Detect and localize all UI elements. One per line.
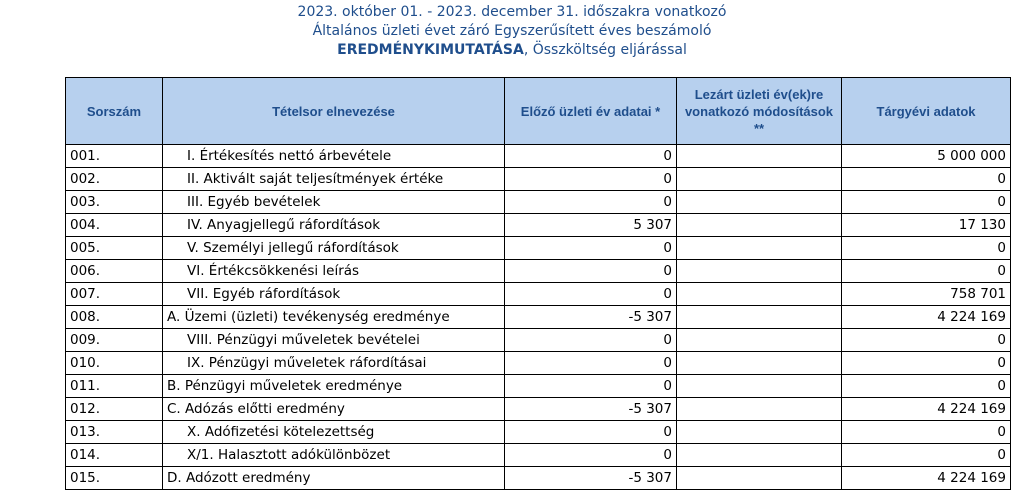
table-row [66, 329, 1011, 352]
previous-year-cell: 0 [505, 191, 677, 214]
previous-year-cell: 0 [505, 421, 677, 444]
current-year-cell: 0 [842, 237, 1011, 260]
column-header-tetelsor: Tételsor elnevezése [163, 78, 505, 145]
previous-year-cell: -5 307 [505, 306, 677, 329]
table-row [66, 260, 1011, 283]
statement-title-line [0, 41, 1024, 60]
row-name-cell: B. Pénzügyi műveletek eredménye [163, 375, 505, 398]
row-number-cell: 008. [66, 306, 163, 329]
row-name-cell: D. Adózott eredmény [163, 467, 505, 490]
current-year-cell: 17 130 [842, 214, 1011, 237]
modifications-cell [677, 375, 842, 398]
modifications-cell [677, 237, 842, 260]
modifications-cell [677, 306, 842, 329]
row-number-cell: 006. [66, 260, 163, 283]
row-number-cell: 011. [66, 375, 163, 398]
row-name-cell: IV. Anyagjellegű ráfordítások [163, 214, 505, 237]
report-heading [0, 3, 1024, 60]
modifications-cell [677, 145, 842, 168]
current-year-cell: 0 [842, 191, 1011, 214]
modifications-cell [677, 214, 842, 237]
previous-year-cell: -5 307 [505, 467, 677, 490]
table-row [66, 444, 1011, 467]
table-row [66, 283, 1011, 306]
modifications-cell [677, 191, 842, 214]
previous-year-cell: 0 [505, 168, 677, 191]
column-header-modositasok: Lezárt üzleti év(ek)re vonatkozó módosítások ** [677, 78, 842, 145]
row-name-cell: A. Üzemi (üzleti) tevékenység eredménye [163, 306, 505, 329]
row-name-cell: X. Adófizetési kötelezettség [163, 421, 505, 444]
row-name-cell: II. Aktivált saját teljesítmények értéke [163, 168, 505, 191]
row-number-cell: 004. [66, 214, 163, 237]
row-name-cell: C. Adózás előtti eredmény [163, 398, 505, 421]
previous-year-cell: -5 307 [505, 398, 677, 421]
modifications-cell [677, 352, 842, 375]
table-row [66, 375, 1011, 398]
table-body [66, 145, 1011, 490]
row-number-cell: 007. [66, 283, 163, 306]
previous-year-cell: 0 [505, 444, 677, 467]
table-row [66, 145, 1011, 168]
column-header-elozo-ev: Előző üzleti év adatai * [505, 78, 677, 145]
table-row [66, 168, 1011, 191]
row-number-cell: 010. [66, 352, 163, 375]
row-name-cell: VI. Értékcsökkenési leírás [163, 260, 505, 283]
row-name-cell: IX. Pénzügyi műveletek ráfordításai [163, 352, 505, 375]
modifications-cell [677, 398, 842, 421]
statement-title-bold: EREDMÉNYKIMUTATÁSA [337, 42, 524, 58]
table-row [66, 352, 1011, 375]
current-year-cell: 0 [842, 168, 1011, 191]
current-year-cell: 0 [842, 444, 1011, 467]
current-year-cell: 0 [842, 352, 1011, 375]
modifications-cell [677, 329, 842, 352]
previous-year-cell: 0 [505, 329, 677, 352]
previous-year-cell: 0 [505, 237, 677, 260]
table-row [66, 306, 1011, 329]
period-line: 2023. október 01. - 2023. december 31. időszakra vonatkozó [297, 4, 727, 20]
current-year-cell: 4 224 169 [842, 398, 1011, 421]
row-number-cell: 014. [66, 444, 163, 467]
row-name-cell: X/1. Halasztott adókülönbözet [163, 444, 505, 467]
row-number-cell: 015. [66, 467, 163, 490]
table-row [66, 398, 1011, 421]
row-number-cell: 005. [66, 237, 163, 260]
row-number-cell: 001. [66, 145, 163, 168]
previous-year-cell: 0 [505, 145, 677, 168]
modifications-cell [677, 260, 842, 283]
row-number-cell: 003. [66, 191, 163, 214]
current-year-cell: 0 [842, 260, 1011, 283]
modifications-cell [677, 421, 842, 444]
row-name-cell: VII. Egyéb ráfordítások [163, 283, 505, 306]
table-row [66, 214, 1011, 237]
row-number-cell: 012. [66, 398, 163, 421]
row-name-cell: VIII. Pénzügyi műveletek bevételei [163, 329, 505, 352]
previous-year-cell: 0 [505, 283, 677, 306]
row-number-cell: 013. [66, 421, 163, 444]
previous-year-cell: 0 [505, 352, 677, 375]
modifications-cell [677, 444, 842, 467]
current-year-cell: 0 [842, 329, 1011, 352]
table-row [66, 467, 1011, 490]
column-header-sorszam: Sorszám [66, 78, 163, 145]
current-year-cell: 0 [842, 421, 1011, 444]
current-year-cell: 5 000 000 [842, 145, 1011, 168]
column-header-targyevi: Tárgyévi adatok [842, 78, 1011, 145]
row-name-cell: V. Személyi jellegű ráfordítások [163, 237, 505, 260]
row-name-cell: III. Egyéb bevételek [163, 191, 505, 214]
row-number-cell: 009. [66, 329, 163, 352]
table-row [66, 237, 1011, 260]
current-year-cell: 4 224 169 [842, 306, 1011, 329]
income-statement-table [65, 77, 1011, 490]
report-type-line: Általános üzleti évet záró Egyszerűsített éves beszámoló [312, 23, 712, 39]
row-name-cell: I. Értékesítés nettó árbevétele [163, 145, 505, 168]
statement-title-rest: , Összköltség eljárással [523, 42, 687, 58]
table-row [66, 191, 1011, 214]
table-header-row [66, 78, 1011, 145]
table-row [66, 421, 1011, 444]
previous-year-cell: 0 [505, 260, 677, 283]
previous-year-cell: 0 [505, 375, 677, 398]
modifications-cell [677, 168, 842, 191]
previous-year-cell: 5 307 [505, 214, 677, 237]
current-year-cell: 4 224 169 [842, 467, 1011, 490]
current-year-cell: 0 [842, 375, 1011, 398]
modifications-cell [677, 467, 842, 490]
current-year-cell: 758 701 [842, 283, 1011, 306]
row-number-cell: 002. [66, 168, 163, 191]
modifications-cell [677, 283, 842, 306]
